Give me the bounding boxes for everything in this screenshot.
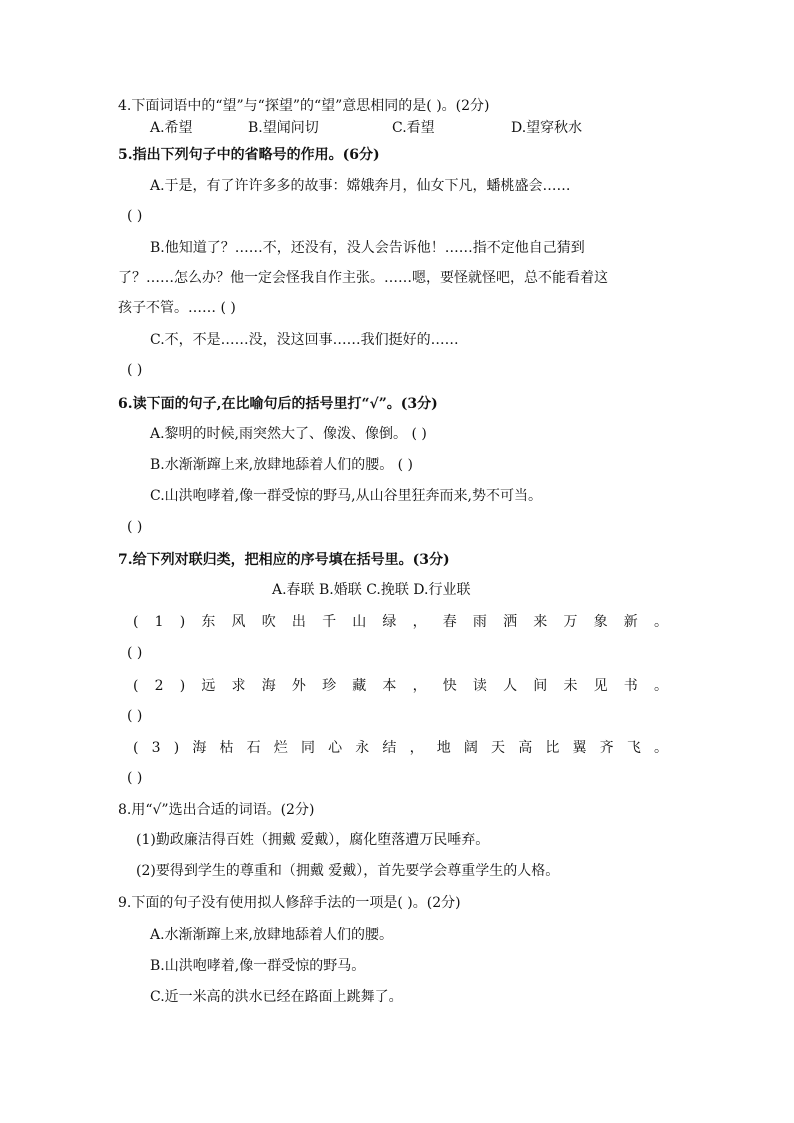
q7-options: A.春联 B.婚联 C.挽联 D.行业联 xyxy=(272,582,471,598)
q5-stem: 5.指出下列句子中的省略号的作用。(6分) xyxy=(118,147,380,163)
q5-sentence-b-line2: 了？……怎么办？他一定会怪我自作主张。……嗯，要怪就怪吧，总不能看着这 xyxy=(118,270,608,286)
q6-sentence-b[interactable]: B.水渐渐蹿上来,放肆地舔着人们的腰。 ( ) xyxy=(150,457,414,473)
q6-sentence-a[interactable]: A.黎明的时候,雨突然大了、像泼、像倒。 ( ) xyxy=(150,426,427,442)
q4-options xyxy=(0,118,794,138)
q4-option-c: C.看望 xyxy=(392,120,435,136)
q4-stem: 4.下面词语中的“望”与“探望”的“望”意思相同的是( )。(2分) xyxy=(118,98,490,114)
q8-sentence-1[interactable]: (1)勤政廉洁得百姓（拥戴 爱戴），腐化堕落遭万民唾弃。 xyxy=(136,832,490,848)
q4-option-d: D.望穿秋水 xyxy=(511,120,583,136)
q5-answer-blank-a[interactable]: ( ) xyxy=(127,208,143,224)
q7-answer-blank-3[interactable]: ( ) xyxy=(127,770,143,786)
q9-stem[interactable]: 9.下面的句子没有使用拟人修辞手法的一项是( )。(2分) xyxy=(118,895,461,911)
q7-answer-blank-2[interactable]: ( ) xyxy=(127,708,143,724)
q8-stem: 8.用“√”选出合适的词语。(2分) xyxy=(118,802,315,818)
q6-answer-blank-c[interactable]: ( ) xyxy=(127,519,143,535)
q5-sentence-b-line3[interactable]: 孩子不管。…… ( ) xyxy=(118,300,236,316)
q9-option-c[interactable]: C.近一米高的洪水已经在路面上跳舞了。 xyxy=(150,989,403,1005)
q6-sentence-c: C.山洪咆哮着,像一群受惊的野马,从山谷里狂奔而来,势不可当。 xyxy=(150,488,543,504)
q4-option-b: B.望闻问切 xyxy=(248,120,319,136)
q5-sentence-a: A.于是，有了许许多多的故事：嫦娥奔月，仙女下凡，蟠桃盛会…… xyxy=(150,178,571,194)
q5-sentence-c: C.不，不是……没，没这回事……我们挺好的…… xyxy=(150,332,459,348)
q7-couplet-2: ( 2 ) 远 求 海 外 珍 藏 本 ， 快 读 人 间 未 见 书 。 xyxy=(133,678,668,694)
q7-answer-blank-1[interactable]: ( ) xyxy=(127,645,143,661)
q8-sentence-2[interactable]: (2)要得到学生的尊重和（拥戴 爱戴），首先要学会尊重学生的人格。 xyxy=(136,863,560,879)
q7-stem: 7.给下列对联归类，把相应的序号填在括号里。(3分) xyxy=(118,552,450,568)
q7-couplet-1: ( 1 ) 东 风 吹 出 千 山 绿 ， 春 雨 洒 来 万 象 新 。 xyxy=(133,614,668,630)
q5-answer-blank-c[interactable]: ( ) xyxy=(127,362,143,378)
q5-sentence-b-line1: B.他知道了？……不，还没有，没人会告诉他！……指不定他自己猜到 xyxy=(150,240,585,256)
q9-option-b[interactable]: B.山洪咆哮着,像一群受惊的野马。 xyxy=(150,958,366,974)
q9-option-a[interactable]: A.水渐渐蹿上来,放肆地舔着人们的腰。 xyxy=(150,927,394,943)
q4-option-a: A.希望 xyxy=(150,120,193,136)
q6-stem: 6.读下面的句子,在比喻句后的括号里打“√”。(3分) xyxy=(118,396,438,412)
q7-couplet-3: ( 3 ) 海 枯 石 烂 同 心 永 结 ， 地 阔 天 高 比 翼 齐 飞 。 xyxy=(133,740,668,756)
